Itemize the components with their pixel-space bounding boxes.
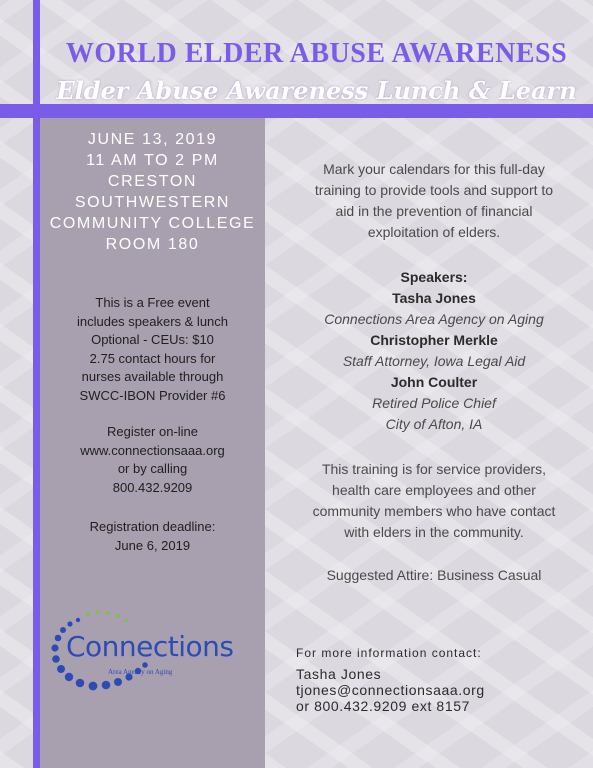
speakers-heading: Speakers: [400,269,468,285]
intro-paragraph [284,159,584,243]
contact-email[interactable]: tjones@connectionsaaa.org [296,682,485,698]
speaker-name: Tasha Jones [392,290,476,306]
connections-logo [48,608,253,708]
speakers-section [284,267,584,435]
paragraph-line: with elders in the community. [344,524,524,540]
registration-info [40,423,265,497]
page-subtitle: Elder Abuse Awareness Lunch & Learn [56,76,577,105]
deadline-date: June 6, 2019 [114,537,191,553]
info-line: Registration deadline: [89,519,216,534]
contact-name: Tasha Jones [296,666,382,682]
horizontal-accent-bar [0,104,593,118]
speaker-role: Staff Attorney, Iowa Legal Aid [342,353,526,369]
event-details [40,129,265,255]
info-line: nurses available through [81,369,224,384]
info-line: This is a Free event [95,295,210,310]
paragraph-line: exploitation of elders. [367,224,501,240]
info-line: or by calling [117,461,188,476]
info-line: includes speakers & lunch [76,313,229,329]
info-line: Register on-line [106,424,199,439]
registration-deadline [40,518,265,555]
audience-paragraph [284,459,584,543]
paragraph-line: Mark your calendars for this full-day [323,161,545,177]
paragraph-line: health care employees and other [332,482,536,498]
paragraph-line: aid in the prevention of financial [335,203,533,219]
paragraph-line: This training is for service providers, [321,461,547,477]
event-date: JUNE 13, 2019 [87,131,218,148]
contact-block [296,646,485,714]
registration-phone: 800.432.9209 [112,479,193,495]
info-line: Optional - CEUs: $10 [91,332,214,347]
info-line: 2.75 contact hours for [89,350,216,366]
contact-heading: For more information contact: [296,646,482,660]
speaker-name: Christopher Merkle [370,332,498,348]
contact-phone: or 800.432.9209 ext 8157 [296,698,470,714]
attire-note [284,565,584,586]
info-line: SWCC-IBON Provider #6 [79,387,226,403]
event-location-line: CRESTON [107,173,198,190]
speaker-name: John Coulter [390,374,478,390]
event-room: ROOM 180 [105,236,200,253]
event-location-line: SOUTHWESTERN [74,194,231,211]
event-location-line: COMMUNITY COLLEGE [49,215,256,232]
registration-link[interactable]: www.connectionsaaa.org [80,442,225,458]
paragraph-line: community members who have contact [312,503,556,519]
speaker-role: Connections Area Agency on Aging [324,311,544,327]
event-time: 11 AM TO 2 PM [86,152,219,169]
free-event-info [40,294,265,405]
page-title: WORLD ELDER ABUSE AWARENESS [65,38,568,69]
logo-tagline: Area Agency on Aging [108,668,173,676]
attire-text: Suggested Attire: Business Casual [326,567,542,583]
speaker-role: Retired Police Chief [372,395,496,411]
logo-wordmark: Connections [66,630,234,663]
speaker-role: City of Afton, IA [385,416,483,432]
paragraph-line: training to provide tools and support to [314,182,554,198]
